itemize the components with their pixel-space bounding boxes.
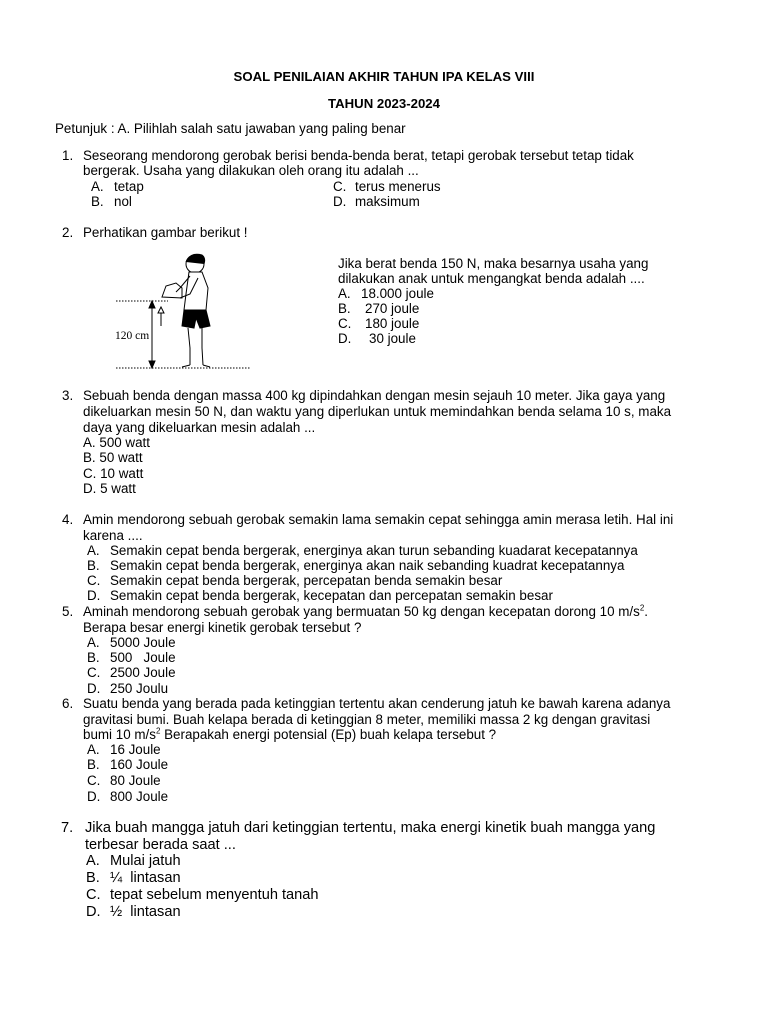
option: C. 10 watt: [83, 466, 144, 481]
question-text-line: gravitasi bumi. Buah kelapa berada di ketinggian 8 meter, memiliki massa 2 kg dengan gravitasi: [83, 712, 651, 727]
option-text: Semakin cepat benda bergerak, kecepatan dan percepatan semakin besar: [110, 588, 553, 603]
option-text: Semakin cepat benda bergerak, energinya akan turun sebanding kuadarat kecepatannya: [110, 543, 638, 558]
question-text-end: Berapakah energi potensial (Ep) buah kelapa tersebut ?: [160, 727, 497, 742]
question-number: 4.: [62, 512, 74, 527]
option-key: B.: [87, 558, 100, 573]
option-key: A.: [91, 179, 104, 194]
question-text-line: Berapa besar energi kinetik gerobak tersebut ?: [83, 620, 362, 635]
superscript: 2: [155, 726, 161, 736]
option: D. 5 watt: [83, 481, 136, 496]
option-key: C.: [87, 665, 101, 680]
option-text: ½ lintasan: [110, 904, 181, 920]
option-text: Mulai jatuh: [110, 853, 181, 869]
option: A. 500 watt: [83, 435, 150, 450]
option-text: 18.000 joule: [361, 286, 434, 301]
instruction: Petunjuk : A. Pilihlah salah satu jawaban yang paling benar: [55, 121, 406, 136]
question-text-line: [83, 604, 648, 620]
option-text: nol: [114, 194, 132, 209]
option-key: A.: [87, 742, 100, 757]
option-text: tepat sebelum menyentuh tanah: [110, 887, 319, 903]
option-key: A.: [86, 853, 100, 869]
question-number: 1.: [62, 148, 74, 163]
option: B. 50 watt: [83, 450, 143, 465]
option-text: terus menerus: [355, 179, 441, 194]
question-number: 5.: [62, 604, 74, 619]
question-number: 7.: [61, 820, 74, 836]
option-text: Semakin cepat benda bergerak, energinya akan naik sebanding kuadrat kecepatannya: [110, 558, 625, 573]
question-number: 2.: [62, 225, 74, 240]
question-intro: Perhatikan gambar berikut !: [83, 225, 248, 240]
option-key: D.: [333, 194, 347, 209]
question-text: Aminah mendorong sebuah gerobak yang bermuatan 50 kg dengan kecepatan dorong 10 m/s: [83, 604, 640, 619]
option-text: 80 Joule: [110, 773, 161, 788]
option-text: 160 Joule: [110, 757, 169, 772]
option-key: B.: [86, 870, 100, 886]
option-text: 30 joule: [369, 331, 416, 346]
question-text-line: [83, 727, 496, 743]
option-text: maksimum: [355, 194, 420, 209]
option-text: 2500 Joule: [110, 665, 176, 680]
question-text-line: Jika berat benda 150 N, maka besarnya usaha yang: [338, 256, 649, 271]
question-text-line: Suatu benda yang berada pada ketinggian tertentu akan cenderung jatuh ke bawah karena adanya: [83, 696, 671, 711]
question-text-line: terbesar berada saat ...: [85, 837, 236, 853]
lifting-boy-figure: [110, 250, 260, 375]
school-year: TAHUN 2023-2024: [328, 96, 440, 111]
option-key: A.: [338, 286, 351, 301]
question-text-line: daya yang dikeluarkan mesin adalah ...: [83, 420, 316, 435]
question-text-line: dilakukan anak untuk mengangkat benda adalah ....: [338, 271, 645, 286]
figure-height-label: 120 cm: [115, 330, 150, 342]
option-key: C.: [87, 773, 101, 788]
option-text: 180 joule: [365, 316, 420, 331]
option-text: 5000 Joule: [110, 635, 176, 650]
option-text: 270 joule: [365, 301, 420, 316]
option-text: 250 Joulu: [110, 681, 169, 696]
question-text-end: .: [644, 604, 649, 619]
question-number: 3.: [62, 388, 74, 403]
question-text-line: Jika buah mangga jatuh dari ketinggian tertentu, maka energi kinetik buah mangga yang: [85, 820, 656, 836]
option-text: 16 Joule: [110, 742, 161, 757]
question-text: bumi 10 m/s: [83, 727, 156, 742]
option-key: B.: [87, 650, 100, 665]
question-text-line: Seseorang mendorong gerobak berisi benda-benda berat, tetapi gerobak tersebut tetap tidak: [83, 148, 634, 163]
option-key: D.: [87, 789, 101, 804]
question-text-line: Sebuah benda dengan massa 400 kg dipindahkan dengan mesin sejauh 10 meter. Jika gaya yang: [83, 388, 666, 403]
option-key: D.: [87, 681, 101, 696]
option-text: 800 Joule: [110, 789, 169, 804]
option-key: B.: [338, 301, 351, 316]
option-key: D.: [87, 588, 101, 603]
option-key: B.: [91, 194, 104, 209]
option-key: D.: [338, 331, 352, 346]
question-text-line: Amin mendorong sebuah gerobak semakin lama semakin cepat sehingga amin merasa letih. Hal ini: [83, 512, 674, 527]
option-key: C.: [87, 573, 101, 588]
option-text: tetap: [114, 179, 144, 194]
option-text: 500 Joule: [110, 650, 176, 665]
option-text: Semakin cepat benda bergerak, percepatan benda semakin besar: [110, 573, 503, 588]
page-title: SOAL PENILAIAN AKHIR TAHUN IPA KELAS VIII: [233, 69, 535, 84]
option-key: A.: [87, 635, 100, 650]
option-key: D.: [86, 904, 101, 920]
question-text-line: bergerak. Usaha yang dilakukan oleh orang itu adalah ...: [83, 163, 419, 178]
option-key: C.: [86, 887, 101, 903]
question-text-line: karena ....: [83, 528, 143, 543]
option-key: C.: [338, 316, 352, 331]
option-key: B.: [87, 757, 100, 772]
option-key: C.: [333, 179, 347, 194]
question-number: 6.: [62, 696, 74, 711]
option-key: A.: [87, 543, 100, 558]
option-text: ¼ lintasan: [110, 870, 181, 886]
superscript: 2: [639, 603, 645, 613]
question-text-line: dikeluarkan mesin 50 N, dan waktu yang diperlukan untuk memindahkan benda selama 10 s, maka: [83, 404, 672, 419]
